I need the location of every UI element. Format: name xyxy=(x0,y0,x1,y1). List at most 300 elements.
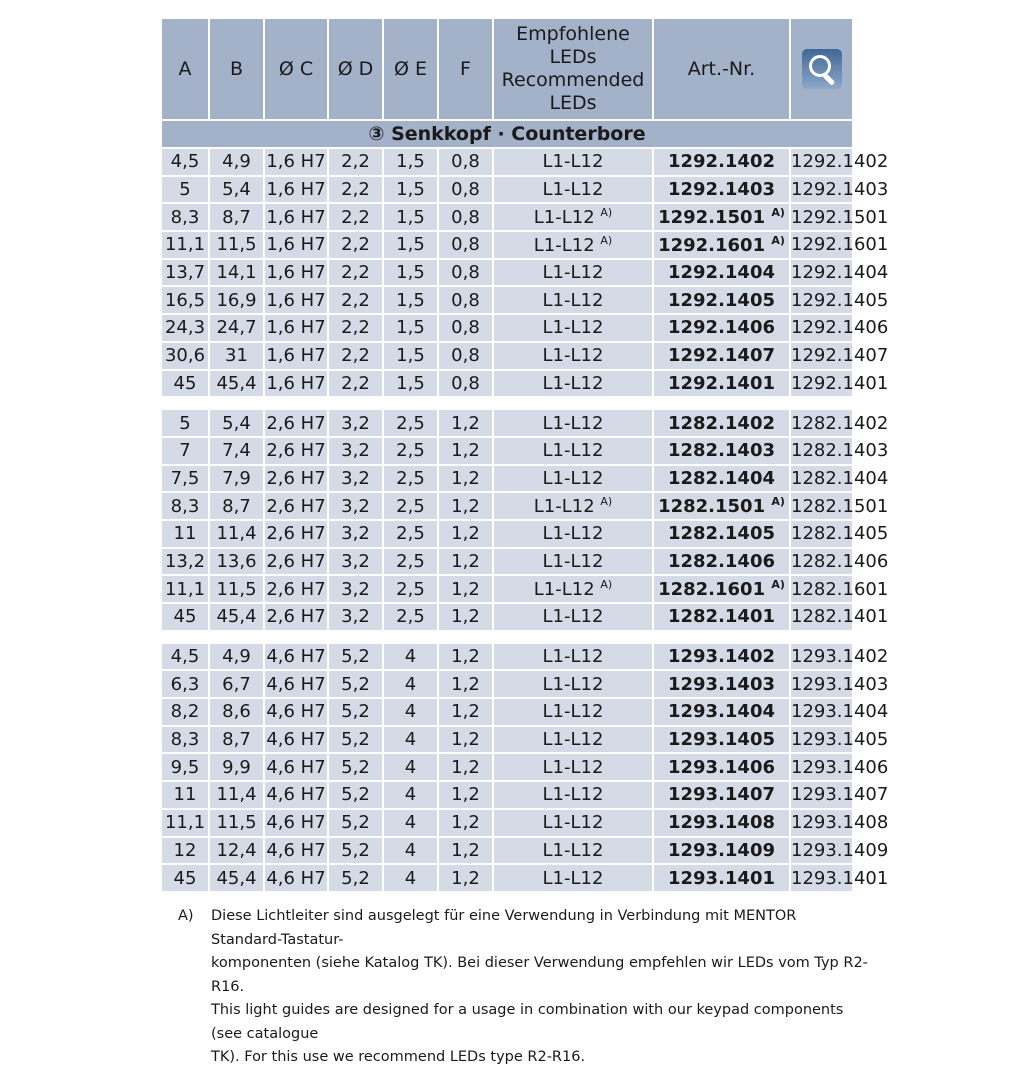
cell-f: 0,8 xyxy=(439,149,492,175)
cell-text: 1293.1405 xyxy=(667,729,776,751)
cell-f: 0,8 xyxy=(439,204,492,230)
cell-art-nr xyxy=(654,343,789,369)
cell-c: 1,6 H7 xyxy=(265,204,327,230)
footnote-ref: A) xyxy=(771,495,785,509)
table-row xyxy=(162,754,852,780)
table-row xyxy=(162,410,852,436)
cell-art-nr xyxy=(654,149,789,175)
footnote-line: komponenten (siehe Katalog TK). Bei dieser Verwendung empfehlen wir LEDs vom Typ R2-R16. xyxy=(211,955,868,995)
table-row xyxy=(162,287,852,313)
leds-line: LEDs xyxy=(549,92,597,114)
cell-text: 1293.1406 xyxy=(667,756,776,778)
table-row xyxy=(162,576,852,602)
cell-availability: 1292.1403 xyxy=(791,177,852,203)
cell-a: 6,3 xyxy=(162,671,208,697)
cell-c: 4,6 H7 xyxy=(265,782,327,808)
cell-text: L1-L12 xyxy=(542,550,604,572)
cell-b: 11,4 xyxy=(210,521,263,547)
cell-text: 1293.1408 xyxy=(667,812,776,834)
cell-text: 1292.1406 xyxy=(667,317,776,339)
cell-text: 1292.1501 xyxy=(658,207,766,229)
cell-text: 1292.1402 xyxy=(667,151,776,173)
cell-availability: 1282.1404 xyxy=(791,466,852,492)
cell-leds xyxy=(494,343,652,369)
cell-a: 45 xyxy=(162,865,208,891)
cell-leds xyxy=(494,410,652,436)
cell-d: 3,2 xyxy=(329,604,382,630)
cell-b: 8,7 xyxy=(210,204,263,230)
cell-text: 1292.1405 xyxy=(667,289,776,311)
cell-leds xyxy=(494,315,652,341)
cell-e: 4 xyxy=(384,699,437,725)
table-row xyxy=(162,549,852,575)
footnote-ref: A) xyxy=(771,233,785,247)
cell-text: 1282.1401 xyxy=(667,606,776,628)
cell-c: 4,6 H7 xyxy=(265,865,327,891)
cell-art-nr xyxy=(654,810,789,836)
cell-b: 8,7 xyxy=(210,727,263,753)
cell-availability: 1292.1601 xyxy=(791,232,852,258)
cell-text: L1-L12 xyxy=(542,412,604,434)
cell-d: 5,2 xyxy=(329,699,382,725)
cell-availability: 1282.1405 xyxy=(791,521,852,547)
footnote-line: TK). For this use we recommend LEDs type R2-R16. xyxy=(211,1049,586,1065)
cell-c: 2,6 H7 xyxy=(265,521,327,547)
product-table-container xyxy=(160,19,889,891)
cell-f: 1,2 xyxy=(439,699,492,725)
cell-a: 30,6 xyxy=(162,343,208,369)
cell-b: 14,1 xyxy=(210,260,263,286)
table-row xyxy=(162,838,852,864)
cell-text: L1-L12 xyxy=(533,207,595,229)
cell-text: L1-L12 xyxy=(542,345,604,367)
cell-b: 5,4 xyxy=(210,177,263,203)
cell-availability: 1293.1402 xyxy=(791,644,852,670)
leds-line: Empfohlene xyxy=(516,23,630,45)
cell-text: L1-L12 xyxy=(542,839,604,861)
col-a: A xyxy=(162,19,208,119)
col-d: Ø D xyxy=(329,19,382,119)
cell-d: 2,2 xyxy=(329,177,382,203)
cell-a: 4,5 xyxy=(162,644,208,670)
cell-availability: 1292.1405 xyxy=(791,287,852,313)
footnote-ref: A) xyxy=(600,233,613,247)
table-row xyxy=(162,521,852,547)
cell-leds xyxy=(494,865,652,891)
cell-e: 4 xyxy=(384,644,437,670)
table-row xyxy=(162,865,852,891)
table-row xyxy=(162,644,852,670)
cell-availability: 1282.1601 xyxy=(791,576,852,602)
cell-text: L1-L12 xyxy=(542,812,604,834)
table-row xyxy=(162,493,852,519)
cell-d: 2,2 xyxy=(329,287,382,313)
footnote-ref: A) xyxy=(771,578,785,592)
cell-leds xyxy=(494,604,652,630)
cell-c: 4,6 H7 xyxy=(265,727,327,753)
cell-c: 2,6 H7 xyxy=(265,549,327,575)
cell-d: 2,2 xyxy=(329,343,382,369)
cell-text: L1-L12 xyxy=(542,262,604,284)
cell-availability: 1282.1402 xyxy=(791,410,852,436)
cell-d: 2,2 xyxy=(329,260,382,286)
cell-f: 0,8 xyxy=(439,343,492,369)
cell-f: 1,2 xyxy=(439,521,492,547)
cell-d: 3,2 xyxy=(329,493,382,519)
cell-availability: 1292.1401 xyxy=(791,371,852,397)
cell-b: 31 xyxy=(210,343,263,369)
cell-d: 3,2 xyxy=(329,521,382,547)
cell-a: 8,3 xyxy=(162,204,208,230)
cell-a: 16,5 xyxy=(162,287,208,313)
cell-availability: 1282.1401 xyxy=(791,604,852,630)
cell-leds xyxy=(494,204,652,230)
cell-a: 7,5 xyxy=(162,466,208,492)
cell-availability: 1293.1405 xyxy=(791,727,852,753)
cell-art-nr xyxy=(654,493,789,519)
cell-b: 12,4 xyxy=(210,838,263,864)
cell-f: 1,2 xyxy=(439,493,492,519)
cell-e: 4 xyxy=(384,838,437,864)
cell-availability: 1292.1404 xyxy=(791,260,852,286)
cell-a: 13,7 xyxy=(162,260,208,286)
cell-b: 5,4 xyxy=(210,410,263,436)
cell-c: 1,6 H7 xyxy=(265,287,327,313)
cell-text: 1293.1407 xyxy=(667,784,776,806)
cell-e: 1,5 xyxy=(384,232,437,258)
cell-e: 1,5 xyxy=(384,260,437,286)
cell-f: 1,2 xyxy=(439,727,492,753)
cell-text: 1292.1404 xyxy=(667,262,776,284)
cell-a: 12 xyxy=(162,838,208,864)
cell-b: 7,9 xyxy=(210,466,263,492)
group-spacer xyxy=(162,398,852,408)
cell-a: 11,1 xyxy=(162,576,208,602)
cell-leds xyxy=(494,727,652,753)
cell-c: 1,6 H7 xyxy=(265,343,327,369)
cell-art-nr xyxy=(654,727,789,753)
cell-availability: 1293.1409 xyxy=(791,838,852,864)
table-row xyxy=(162,438,852,464)
cell-text: L1-L12 xyxy=(542,606,604,628)
table-row xyxy=(162,810,852,836)
spacer xyxy=(162,632,852,642)
cell-c: 4,6 H7 xyxy=(265,671,327,697)
table-row xyxy=(162,177,852,203)
cell-text: 1293.1403 xyxy=(667,673,776,695)
cell-f: 1,2 xyxy=(439,410,492,436)
cell-b: 6,7 xyxy=(210,671,263,697)
cell-e: 1,5 xyxy=(384,149,437,175)
cell-art-nr xyxy=(654,177,789,203)
cell-c: 1,6 H7 xyxy=(265,149,327,175)
cell-d: 2,2 xyxy=(329,371,382,397)
col-view xyxy=(791,19,852,119)
cell-d: 2,2 xyxy=(329,149,382,175)
col-c: Ø C xyxy=(265,19,327,119)
cell-art-nr xyxy=(654,576,789,602)
magnifier-icon[interactable] xyxy=(802,49,842,89)
cell-art-nr xyxy=(654,521,789,547)
cell-art-nr xyxy=(654,466,789,492)
cell-text: 1292.1401 xyxy=(667,372,776,394)
cell-leds xyxy=(494,260,652,286)
cell-e: 2,5 xyxy=(384,410,437,436)
table-row xyxy=(162,149,852,175)
cell-f: 1,2 xyxy=(439,549,492,575)
cell-b: 4,9 xyxy=(210,149,263,175)
cell-e: 1,5 xyxy=(384,371,437,397)
cell-leds xyxy=(494,438,652,464)
cell-leds xyxy=(494,466,652,492)
cell-availability: 1293.1406 xyxy=(791,754,852,780)
cell-art-nr xyxy=(654,699,789,725)
cell-a: 24,3 xyxy=(162,315,208,341)
cell-a: 5 xyxy=(162,177,208,203)
cell-leds xyxy=(494,232,652,258)
cell-e: 2,5 xyxy=(384,493,437,519)
cell-e: 1,5 xyxy=(384,343,437,369)
cell-d: 5,2 xyxy=(329,782,382,808)
cell-e: 2,5 xyxy=(384,466,437,492)
footnote-ref: A) xyxy=(600,495,613,509)
cell-c: 4,6 H7 xyxy=(265,644,327,670)
cell-c: 2,6 H7 xyxy=(265,438,327,464)
cell-text: L1-L12 xyxy=(542,701,604,723)
cell-art-nr xyxy=(654,865,789,891)
cell-art-nr xyxy=(654,260,789,286)
cell-e: 1,5 xyxy=(384,315,437,341)
table-row xyxy=(162,371,852,397)
cell-d: 3,2 xyxy=(329,466,382,492)
cell-art-nr xyxy=(654,754,789,780)
cell-c: 2,6 H7 xyxy=(265,576,327,602)
cell-c: 1,6 H7 xyxy=(265,371,327,397)
cell-text: 1282.1402 xyxy=(667,412,776,434)
table-row xyxy=(162,671,852,697)
cell-b: 45,4 xyxy=(210,604,263,630)
cell-a: 8,3 xyxy=(162,493,208,519)
cell-d: 3,2 xyxy=(329,438,382,464)
cell-b: 24,7 xyxy=(210,315,263,341)
cell-leds xyxy=(494,521,652,547)
cell-c: 2,6 H7 xyxy=(265,493,327,519)
cell-art-nr xyxy=(654,315,789,341)
cell-e: 2,5 xyxy=(384,549,437,575)
table-row xyxy=(162,204,852,230)
cell-c: 1,6 H7 xyxy=(265,260,327,286)
cell-e: 4 xyxy=(384,810,437,836)
cell-text: L1-L12 xyxy=(533,496,595,518)
cell-text: L1-L12 xyxy=(542,729,604,751)
product-table xyxy=(160,17,889,893)
cell-f: 1,2 xyxy=(439,754,492,780)
cell-d: 5,2 xyxy=(329,644,382,670)
footnote-line: This light guides are designed for a usage in combination with our keypad components (see catalogue xyxy=(211,1002,844,1042)
cell-leds xyxy=(494,149,652,175)
cell-art-nr xyxy=(654,287,789,313)
cell-text: L1-L12 xyxy=(542,179,604,201)
cell-e: 2,5 xyxy=(384,604,437,630)
cell-d: 2,2 xyxy=(329,204,382,230)
cell-c: 1,6 H7 xyxy=(265,232,327,258)
cell-f: 1,2 xyxy=(439,838,492,864)
cell-text: L1-L12 xyxy=(542,372,604,394)
cell-text: 1282.1404 xyxy=(667,467,776,489)
cell-d: 5,2 xyxy=(329,810,382,836)
cell-b: 9,9 xyxy=(210,754,263,780)
cell-d: 5,2 xyxy=(329,727,382,753)
cell-e: 2,5 xyxy=(384,438,437,464)
col-b: B xyxy=(210,19,263,119)
cell-d: 3,2 xyxy=(329,576,382,602)
cell-f: 1,2 xyxy=(439,604,492,630)
cell-b: 11,4 xyxy=(210,782,263,808)
cell-leds xyxy=(494,671,652,697)
cell-text: L1-L12 xyxy=(542,317,604,339)
cell-a: 9,5 xyxy=(162,754,208,780)
cell-a: 11,1 xyxy=(162,810,208,836)
cell-a: 8,3 xyxy=(162,727,208,753)
cell-c: 2,6 H7 xyxy=(265,466,327,492)
cell-b: 8,6 xyxy=(210,699,263,725)
cell-art-nr xyxy=(654,371,789,397)
cell-b: 45,4 xyxy=(210,371,263,397)
cell-text: L1-L12 xyxy=(542,440,604,462)
cell-a: 45 xyxy=(162,604,208,630)
cell-text: 1282.1601 xyxy=(658,579,766,601)
cell-b: 7,4 xyxy=(210,438,263,464)
table-row xyxy=(162,343,852,369)
cell-text: L1-L12 xyxy=(533,234,595,256)
cell-text: 1293.1404 xyxy=(667,701,776,723)
cell-text: L1-L12 xyxy=(542,289,604,311)
cell-leds xyxy=(494,699,652,725)
col-e: Ø E xyxy=(384,19,437,119)
cell-text: L1-L12 xyxy=(542,784,604,806)
cell-text: 1282.1501 xyxy=(658,496,766,518)
cell-b: 45,4 xyxy=(210,865,263,891)
cell-f: 1,2 xyxy=(439,644,492,670)
cell-f: 0,8 xyxy=(439,287,492,313)
cell-leds xyxy=(494,371,652,397)
cell-b: 11,5 xyxy=(210,810,263,836)
cell-leds xyxy=(494,576,652,602)
cell-c: 2,6 H7 xyxy=(265,410,327,436)
cell-text: L1-L12 xyxy=(542,523,604,545)
cell-a: 45 xyxy=(162,371,208,397)
cell-art-nr xyxy=(654,644,789,670)
cell-d: 5,2 xyxy=(329,838,382,864)
cell-f: 1,2 xyxy=(439,466,492,492)
cell-availability: 1293.1404 xyxy=(791,699,852,725)
table-row xyxy=(162,727,852,753)
cell-leds xyxy=(494,754,652,780)
cell-e: 4 xyxy=(384,782,437,808)
cell-d: 5,2 xyxy=(329,865,382,891)
cell-f: 0,8 xyxy=(439,371,492,397)
cell-availability: 1293.1403 xyxy=(791,671,852,697)
cell-availability: 1292.1402 xyxy=(791,149,852,175)
cell-c: 2,6 H7 xyxy=(265,604,327,630)
cell-d: 2,2 xyxy=(329,232,382,258)
cell-text: 1293.1409 xyxy=(667,839,776,861)
cell-availability: 1282.1406 xyxy=(791,549,852,575)
cell-a: 4,5 xyxy=(162,149,208,175)
cell-e: 1,5 xyxy=(384,177,437,203)
cell-d: 3,2 xyxy=(329,410,382,436)
footnote-line: Diese Lichtleiter sind ausgelegt für eine Verwendung in Verbindung mit MENTOR Standard-Tastatur- xyxy=(211,908,797,948)
cell-availability: 1282.1501 xyxy=(791,493,852,519)
cell-availability: 1292.1501 xyxy=(791,204,852,230)
table-row xyxy=(162,315,852,341)
cell-a: 11 xyxy=(162,782,208,808)
table-row xyxy=(162,782,852,808)
cell-e: 2,5 xyxy=(384,576,437,602)
footnote-ref: A) xyxy=(600,578,613,592)
cell-c: 4,6 H7 xyxy=(265,838,327,864)
cell-availability: 1292.1407 xyxy=(791,343,852,369)
cell-f: 1,2 xyxy=(439,782,492,808)
cell-f: 1,2 xyxy=(439,671,492,697)
cell-art-nr xyxy=(654,782,789,808)
table-row xyxy=(162,699,852,725)
cell-e: 4 xyxy=(384,754,437,780)
cell-d: 3,2 xyxy=(329,549,382,575)
cell-leds xyxy=(494,287,652,313)
cell-leds xyxy=(494,810,652,836)
cell-a: 5 xyxy=(162,410,208,436)
cell-f: 1,2 xyxy=(439,576,492,602)
cell-art-nr xyxy=(654,204,789,230)
cell-text: L1-L12 xyxy=(542,646,604,668)
cell-text: 1282.1403 xyxy=(667,440,776,462)
cell-leds xyxy=(494,549,652,575)
cell-a: 11,1 xyxy=(162,232,208,258)
cell-availability: 1292.1406 xyxy=(791,315,852,341)
leds-line: Recommended xyxy=(501,69,645,91)
cell-text: L1-L12 xyxy=(542,673,604,695)
table-row xyxy=(162,604,852,630)
cell-c: 4,6 H7 xyxy=(265,754,327,780)
cell-b: 11,5 xyxy=(210,232,263,258)
cell-leds xyxy=(494,493,652,519)
cell-e: 4 xyxy=(384,727,437,753)
leds-line: LEDs xyxy=(549,46,597,68)
cell-text: 1282.1406 xyxy=(667,550,776,572)
cell-art-nr xyxy=(654,232,789,258)
cell-a: 11 xyxy=(162,521,208,547)
cell-art-nr xyxy=(654,438,789,464)
cell-a: 13,2 xyxy=(162,549,208,575)
cell-a: 8,2 xyxy=(162,699,208,725)
cell-text: 1282.1405 xyxy=(667,523,776,545)
cell-text: 1292.1403 xyxy=(667,179,776,201)
cell-leds xyxy=(494,644,652,670)
cell-text: L1-L12 xyxy=(542,467,604,489)
cell-text: 1292.1601 xyxy=(658,234,766,256)
cell-d: 2,2 xyxy=(329,315,382,341)
cell-text: 1293.1402 xyxy=(667,646,776,668)
table-row xyxy=(162,466,852,492)
cell-f: 1,2 xyxy=(439,438,492,464)
cell-text: 1292.1407 xyxy=(667,345,776,367)
cell-text: L1-L12 xyxy=(542,756,604,778)
cell-c: 4,6 H7 xyxy=(265,810,327,836)
cell-c: 4,6 H7 xyxy=(265,699,327,725)
cell-b: 11,5 xyxy=(210,576,263,602)
cell-f: 1,2 xyxy=(439,810,492,836)
